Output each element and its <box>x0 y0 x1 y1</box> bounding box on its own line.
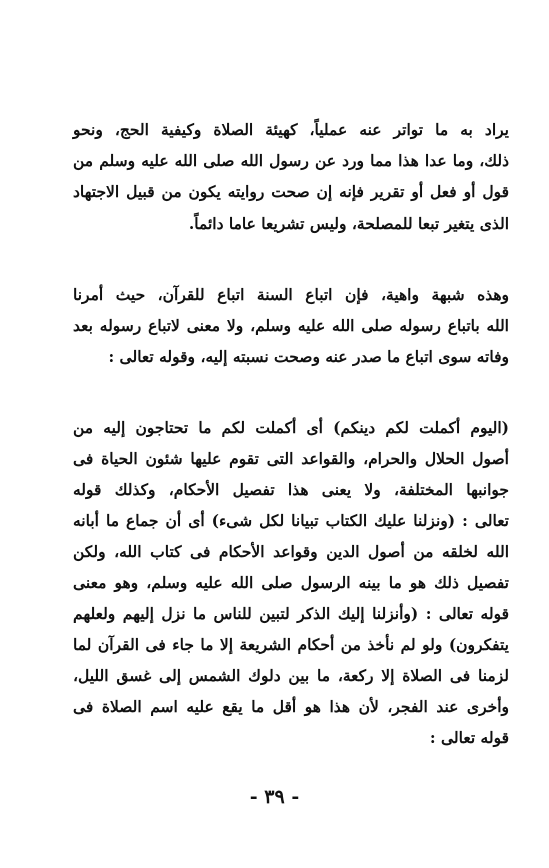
page-number: - ٣٩ - <box>249 786 300 808</box>
text-line: تعالى : (ونزلنا عليك الكتاب تبيانا لكل شىء) أى أن جماع ما أبانه <box>73 511 509 530</box>
text-line: لزمنا فى الصلاة إلا ركعة، ما بين دلوك الشمس إلى غسق الليل، <box>73 666 509 685</box>
text-line: جوانبها المختلفة، ولا يعنى هذا تفصيل الأحكام، وكذلك قوله <box>73 480 509 499</box>
text-line: الله لخلقه من أصول الدين وقواعد الأحكام فى كتاب الله، ولكن <box>73 542 509 561</box>
text-line: تفصيل ذلك هو ما بينه الرسول صلى الله عليه وسلم، وهو معنى <box>73 573 509 592</box>
text-line: الذى يتغير تبعا للمصلحة، وليس تشريعا عاما دائماً. <box>188 214 509 233</box>
text-line: ذلك، وما عدا هذا مما ورد عن رسول الله صلى الله عليه وسلم من <box>73 151 509 170</box>
text-line: (اليوم أكملت لكم دينكم) أى أكملت لكم ما تحتاجون إليه من <box>73 418 509 437</box>
text-line: أصول الحلال والحرام، والقواعد التى تقوم عليها شئون الحياة فى <box>73 449 509 468</box>
text-line: وأخرى عند الفجر، لأن هذا هو أقل ما يقع عليه اسم الصلاة فى <box>73 697 509 716</box>
text-line: الله باتباع رسوله صلى الله عليه وسلم، ولا معنى لاتباع رسوله بعد <box>73 316 509 335</box>
text-line: قول أو فعل أو تقرير فإنه إن صحت روايته يكون من قبيل الاجتهاد <box>73 182 509 201</box>
text-line: قوله تعالى : <box>429 728 509 747</box>
text-line: قوله تعالى : (وأنزلنا إليك الذكر لتبين للناس ما نزل إليهم ولعلهم <box>73 604 509 623</box>
text-line: وهذه شبهة واهية، فإن اتباع السنة اتباع للقرآن، حيث أمرنا <box>73 285 509 304</box>
text-line: يتفكرون) ولو لم نأخذ من أحكام الشريعة إلا ما جاء فى القرآن لما <box>73 635 509 654</box>
text-line: يراد به ما تواتر عنه عملياً، كهيئة الصلاة وكيفية الحج، ونحو <box>73 120 509 139</box>
text-line: وفاته سوى اتباع ما صدر عنه وصحت نسبته إليه، وقوله تعالى : <box>108 347 509 366</box>
